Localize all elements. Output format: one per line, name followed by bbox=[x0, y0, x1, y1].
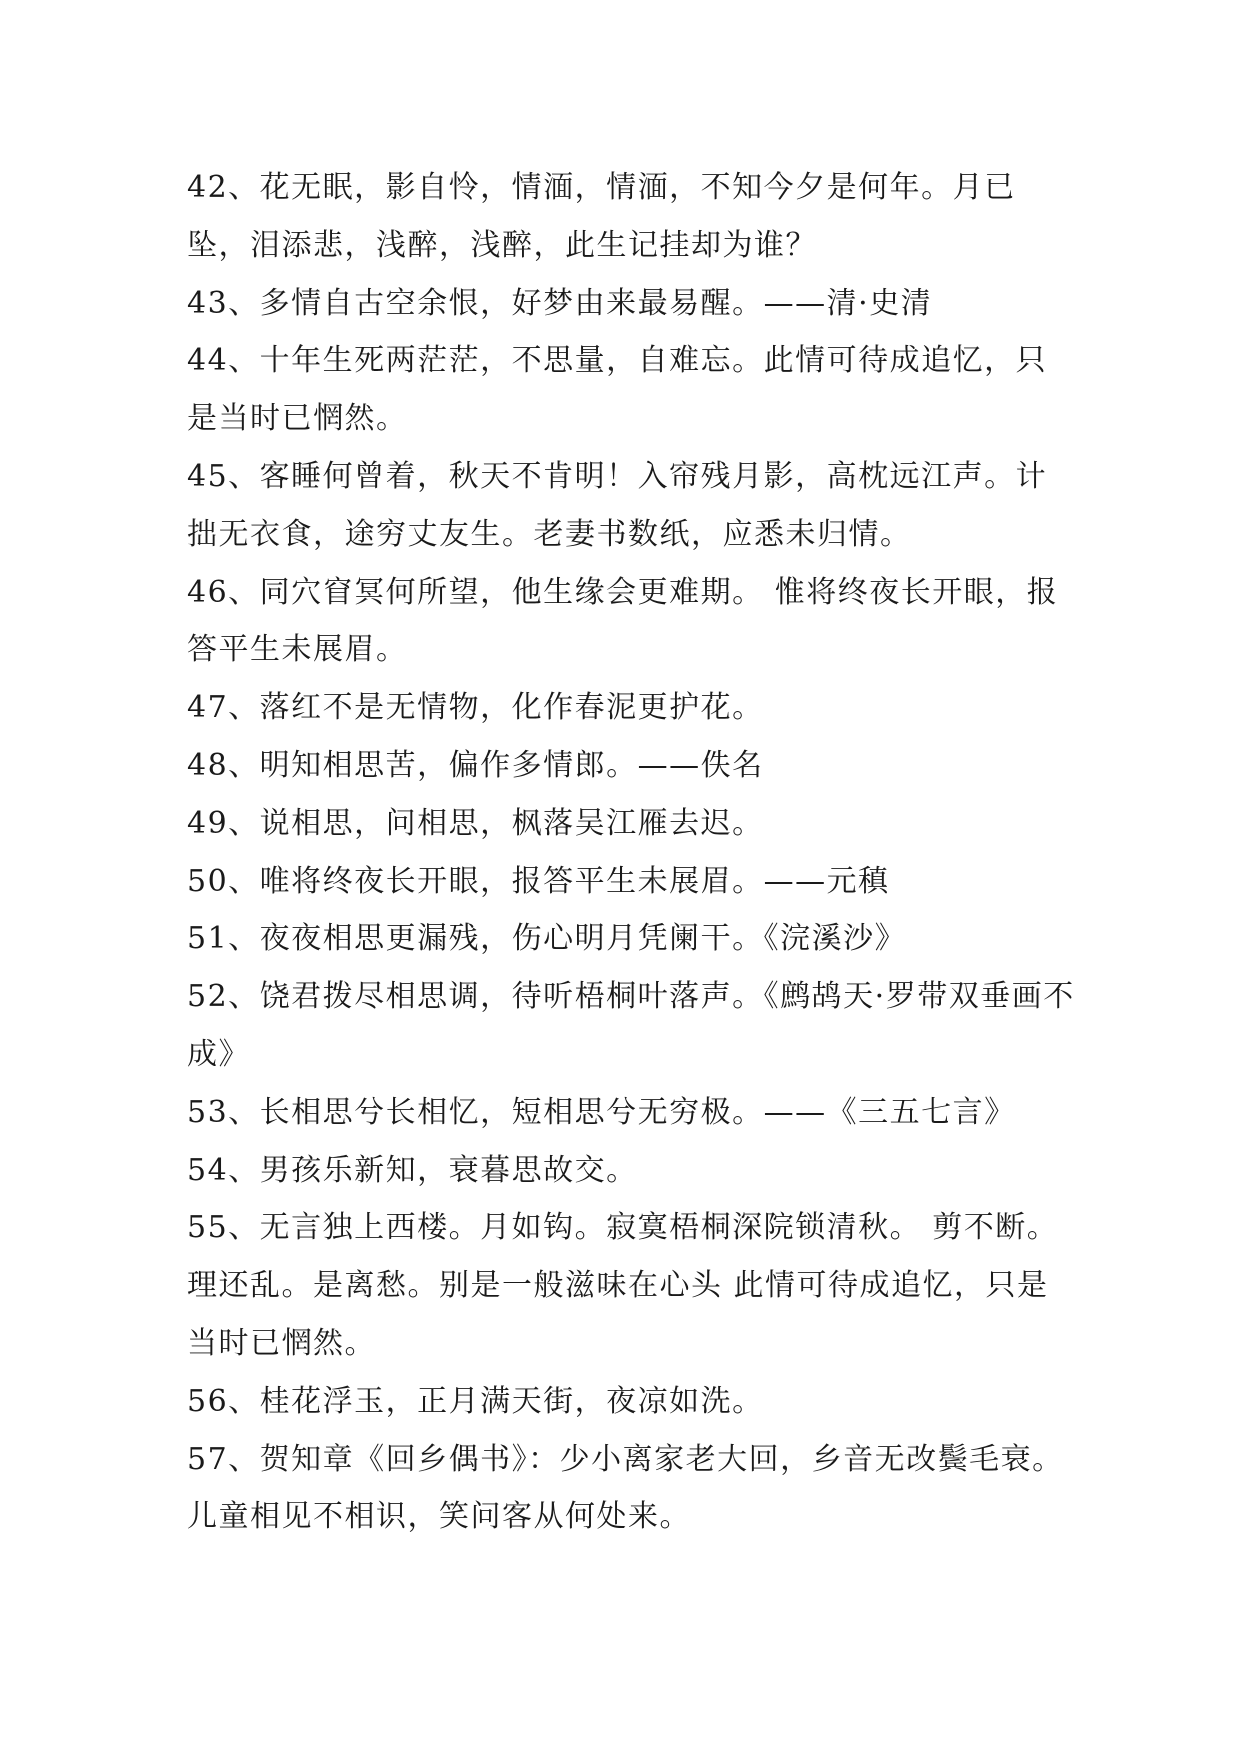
quote-54: 54、男孩乐新知，衰暮思故交。 bbox=[187, 1152, 638, 1188]
quote-42: 42、花无眠，影自怜，情湎，情湎，不知今夕是何年。月已坠，泪添悲，浅醉，浅醉，此生记挂却为谁？ bbox=[187, 170, 1016, 263]
quote-46: 46、同穴窅冥何所望，他生缘会更难期。 惟将终夜长开眼，报答平生未展眉。 bbox=[187, 574, 1059, 668]
quote-53: 53、长相思兮长相忆，短相思兮无穷极。——《三五七言》 bbox=[187, 1094, 1016, 1130]
quote-51: 51、夜夜相思更漏残，伤心明月凭阑干。《浣溪沙》 bbox=[187, 921, 907, 957]
quote-44: 44、十年生死两茫茫，不思量，自难忘。此情可待成追忆，只是当时已惘然。 bbox=[187, 343, 1048, 437]
quote-45: 45、客睡何曾着，秋天不肯明！入帘残月影，高枕远江声。计拙无衣食，途穷丈友生。老妻书数纸，应悉未归情。 bbox=[187, 458, 1048, 552]
quote-50: 50、唯将终夜长开眼，报答平生未展眉。——元稹 bbox=[187, 863, 890, 899]
quote-49: 49、说相思，问相思，枫落吴江雁去迟。 bbox=[187, 805, 764, 841]
quote-52: 52、饶君拨尽相思调，待听梧桐叶落声。《鹧鸪天·罗带双垂画不成》 bbox=[187, 979, 1075, 1072]
quote-48: 48、明知相思苦，偏作多情郎。——佚名 bbox=[187, 747, 764, 783]
quote-47: 47、落红不是无情物，化作春泥更护花。 bbox=[187, 690, 764, 726]
quote-56: 56、桂花浮玉，正月满天街，夜凉如洗。 bbox=[187, 1383, 764, 1419]
quote-43: 43、多情自古空余恨，好梦由来最易醒。——清·史清 bbox=[187, 285, 933, 321]
quote-57: 57、贺知章《回乡偶书》：少小离家老大回，乡音无改鬓毛衰。儿童相见不相识，笑问客从何处来。 bbox=[187, 1441, 1064, 1535]
document-body bbox=[187, 159, 1077, 1546]
quote-55: 55、无言独上西楼。月如钩。寂寞梧桐深院锁清秋。 剪不断。理还乱。是离愁。别是一般滋味在心头 此情可待成追忆，只是当时已惘然。 bbox=[187, 1210, 1059, 1361]
